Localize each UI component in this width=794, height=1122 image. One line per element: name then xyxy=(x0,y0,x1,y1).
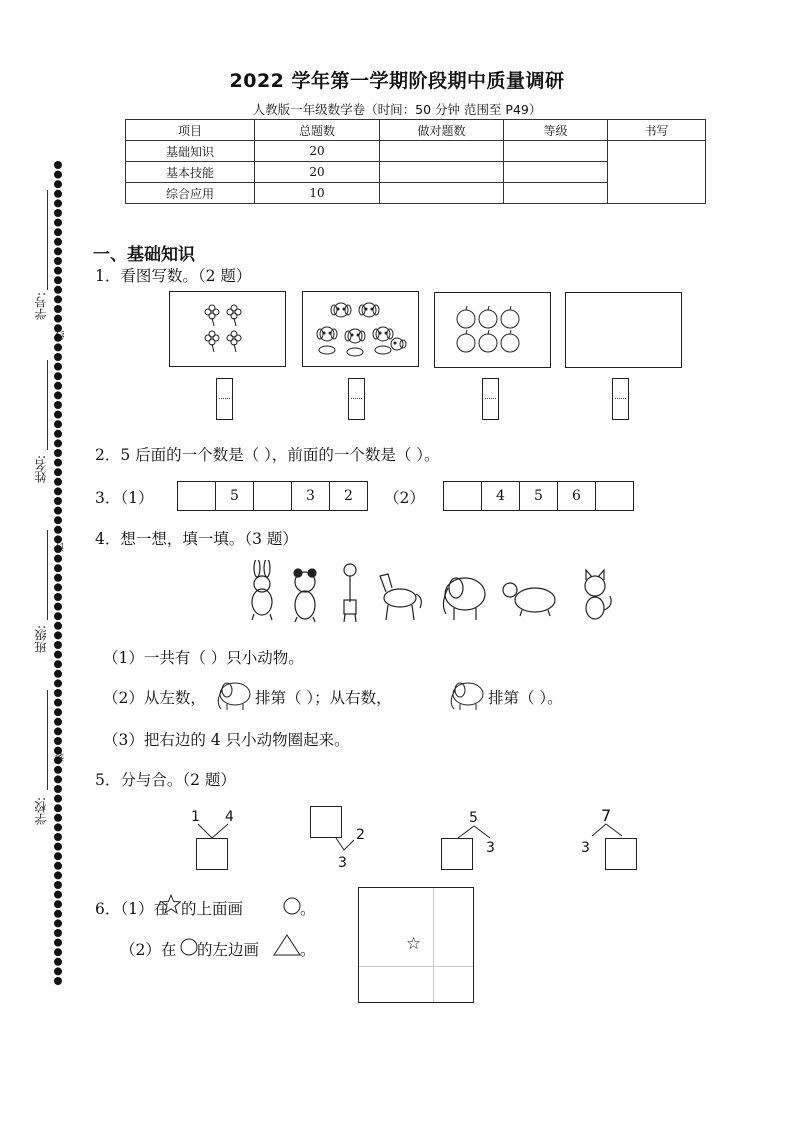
apple-picture-box xyxy=(434,292,551,368)
seq-cell: 5 xyxy=(216,482,254,511)
circle-icon xyxy=(282,896,302,916)
binding-dot xyxy=(54,603,62,611)
number-sequence-2 xyxy=(443,481,634,511)
blank-line xyxy=(47,690,49,790)
blank-line xyxy=(47,530,49,620)
q4-part2b: 排第（ ）；从右数， xyxy=(255,689,392,707)
binding-dot xyxy=(54,363,62,371)
binding-dot xyxy=(54,439,62,447)
q4-part1: （1）一共有（ ）只小动物。 xyxy=(103,649,304,667)
binding-dot xyxy=(54,919,62,927)
binding-dot xyxy=(54,228,62,236)
binding-mark-bind: 装 xyxy=(56,752,67,762)
binding-dot xyxy=(54,900,62,908)
binding-dot xyxy=(54,881,62,889)
score-table xyxy=(125,119,706,204)
horse-icon xyxy=(380,574,421,620)
binding-dot xyxy=(54,833,62,841)
class-label: 班级: xyxy=(34,625,48,654)
split-number: 3 xyxy=(338,855,347,871)
binding-dot xyxy=(54,219,62,227)
binding-dot xyxy=(54,795,62,803)
drawing-grid[interactable] xyxy=(358,887,474,1003)
q4-part3: （3）把右边的 4 只小动物圈起来。 xyxy=(103,731,350,749)
binding-dot xyxy=(54,411,62,419)
cat-icon xyxy=(585,570,611,619)
binding-dot xyxy=(54,929,62,937)
split-number: 3 xyxy=(486,840,495,856)
split-number: 5 xyxy=(469,810,478,826)
binding-dot xyxy=(54,295,62,303)
binding-dot xyxy=(54,670,62,678)
answer-box[interactable] xyxy=(482,378,499,420)
turtle-icon xyxy=(503,583,555,616)
flower-icon xyxy=(170,292,284,365)
binding-dot xyxy=(54,775,62,783)
q5-text: 5．分与合。（2 题） xyxy=(95,771,236,789)
binding-dot xyxy=(54,939,62,947)
binding-dot xyxy=(54,343,62,351)
grid-line xyxy=(433,888,434,1002)
binding-dot xyxy=(54,689,62,697)
row-item: 基本技能 xyxy=(126,162,255,183)
col-writing: 书写 xyxy=(608,120,706,141)
binding-dot xyxy=(54,823,62,831)
binding-dot xyxy=(54,190,62,198)
col-total: 总题数 xyxy=(255,120,380,141)
col-grade: 等级 xyxy=(504,120,608,141)
col-item: 项目 xyxy=(126,120,255,141)
binding-dot xyxy=(54,478,62,486)
seq-cell[interactable] xyxy=(178,482,216,511)
exam-title: 2022 学年第一学期阶段期中质量调研 xyxy=(229,70,565,92)
circle-icon xyxy=(179,937,199,957)
binding-dot xyxy=(54,276,62,284)
binding-dot xyxy=(54,593,62,601)
animals-row xyxy=(240,560,620,626)
elephant-icon xyxy=(443,578,485,620)
split-number: 4 xyxy=(225,809,234,825)
binding-dot xyxy=(54,967,62,975)
star-icon: ☆ xyxy=(406,934,422,954)
binding-dot xyxy=(54,459,62,467)
answer-box[interactable] xyxy=(612,378,629,420)
empty-picture-box xyxy=(565,292,682,368)
table-row xyxy=(126,141,706,162)
binding-dot xyxy=(54,651,62,659)
binding-dot xyxy=(54,891,62,899)
binding-dot xyxy=(54,622,62,630)
q3-label2: （2） xyxy=(384,489,425,507)
binding-dot xyxy=(54,660,62,668)
split-number: 7 xyxy=(601,806,612,825)
q6-part1c: 。 xyxy=(300,900,316,918)
binding-dot xyxy=(54,497,62,505)
blank-line xyxy=(47,360,49,450)
answer-square[interactable] xyxy=(605,838,637,870)
binding-dot xyxy=(54,910,62,918)
binding-dot xyxy=(54,852,62,860)
giraffe-icon xyxy=(344,564,356,622)
binding-dot xyxy=(54,430,62,438)
binding-dot xyxy=(54,814,62,822)
row-total: 10 xyxy=(255,183,380,204)
binding-dot xyxy=(54,699,62,707)
elephant-icon xyxy=(213,678,253,712)
answer-square[interactable] xyxy=(196,838,228,870)
binding-dot xyxy=(54,315,62,323)
binding-dot xyxy=(54,286,62,294)
answer-box[interactable] xyxy=(348,378,365,420)
binding-dot xyxy=(54,958,62,966)
student-number-label: 学号: xyxy=(34,292,48,321)
q4-part2c: 排第（ ）。 xyxy=(488,689,563,707)
binding-dot xyxy=(54,862,62,870)
binding-dot xyxy=(54,843,62,851)
split-number: 3 xyxy=(581,840,590,856)
binding-dot xyxy=(54,468,62,476)
binding-dot xyxy=(54,766,62,774)
row-grade-cell[interactable] xyxy=(504,162,608,183)
row-grade-cell[interactable] xyxy=(504,141,608,162)
binding-dot xyxy=(54,401,62,409)
triangle-icon xyxy=(273,934,301,956)
binding-dot xyxy=(54,804,62,812)
blank-line xyxy=(47,190,49,290)
answer-square[interactable] xyxy=(441,838,473,870)
q6-part2b: 的左边画 xyxy=(197,941,260,959)
section-heading: 一、基础知识 xyxy=(93,245,195,265)
rabbit-icon xyxy=(252,560,272,620)
binding-dot xyxy=(54,737,62,745)
binding-dot xyxy=(54,507,62,515)
split-number: 2 xyxy=(356,827,365,843)
answer-box[interactable] xyxy=(216,378,233,420)
elephant-icon xyxy=(446,678,486,712)
binding-dot xyxy=(54,708,62,716)
q6-part1a: 6．（1）在 xyxy=(95,900,169,918)
binding-dot xyxy=(54,612,62,620)
row-grade-cell[interactable] xyxy=(504,183,608,204)
binding-dot xyxy=(54,555,62,563)
q6-part2c: 。 xyxy=(300,941,316,959)
binding-dot xyxy=(54,199,62,207)
binding-dot xyxy=(54,180,62,188)
binding-dot xyxy=(54,679,62,687)
row-item: 基础知识 xyxy=(126,141,255,162)
seq-cell: 5 xyxy=(520,482,558,511)
seq-cell[interactable] xyxy=(254,482,292,511)
binding-dot xyxy=(54,257,62,265)
row-correct-cell[interactable] xyxy=(380,162,504,183)
grid-line xyxy=(359,966,473,967)
writing-cell[interactable] xyxy=(608,141,706,204)
binding-dot xyxy=(54,583,62,591)
binding-dot xyxy=(54,449,62,457)
seq-cell[interactable] xyxy=(444,482,482,511)
puppy-picture-box xyxy=(302,291,419,367)
apple-icon xyxy=(435,293,549,366)
seq-cell: 6 xyxy=(558,482,596,511)
row-total: 20 xyxy=(255,162,380,183)
split-number: 1 xyxy=(191,809,200,825)
flower-picture-box xyxy=(169,291,286,367)
binding-dot xyxy=(54,977,62,985)
row-correct-cell[interactable] xyxy=(380,183,504,204)
binding-dot xyxy=(54,574,62,582)
binding-dot xyxy=(54,564,62,572)
q4-part2a: （2）从左数， xyxy=(103,689,206,707)
binding-dot xyxy=(54,353,62,361)
binding-dot xyxy=(54,948,62,956)
q4-text: 4．想一想，填一填。（3 题） xyxy=(95,530,298,548)
q1-text: 1．看图写数。（2 题） xyxy=(95,267,252,285)
name-label: 姓名: xyxy=(34,455,48,484)
binding-dot xyxy=(54,631,62,639)
binding-dot xyxy=(54,209,62,217)
seq-cell: 3 xyxy=(292,482,330,511)
binding-dot xyxy=(54,516,62,524)
seq-cell: 4 xyxy=(482,482,520,511)
row-total: 20 xyxy=(255,141,380,162)
row-correct-cell[interactable] xyxy=(380,141,504,162)
binding-dot xyxy=(54,161,62,169)
q3-label: 3．（1） xyxy=(95,489,154,507)
school-label: 学校: xyxy=(34,797,48,826)
binding-dot xyxy=(54,727,62,735)
binding-dot xyxy=(54,391,62,399)
binding-dot xyxy=(54,871,62,879)
binding-mark-line: 线 xyxy=(56,330,67,340)
q2-text: 2．5 后面的一个数是（ ），前面的一个数是（ ）。 xyxy=(95,446,440,464)
exam-subtitle: 人教版一年级数学卷（时间：50 分钟 范围至 P49） xyxy=(252,102,542,117)
seq-cell: 2 xyxy=(330,482,368,511)
binding-dot xyxy=(54,372,62,380)
col-correct: 做对题数 xyxy=(380,120,504,141)
panda-icon xyxy=(294,569,316,622)
star-icon xyxy=(161,894,181,914)
binding-dot xyxy=(54,247,62,255)
binding-dot xyxy=(54,420,62,428)
score-table-header xyxy=(126,120,706,141)
binding-dot xyxy=(54,171,62,179)
binding-dot xyxy=(54,641,62,649)
q6-part2a: （2）在 xyxy=(120,941,177,959)
binding-mark-staple: 订 xyxy=(56,542,67,552)
binding-dot xyxy=(54,785,62,793)
q6-part1b: 的上面画 xyxy=(181,900,244,918)
binding-dot xyxy=(54,382,62,390)
number-sequence-1 xyxy=(177,481,368,511)
binding-dot xyxy=(54,526,62,534)
binding-dot xyxy=(54,487,62,495)
binding-dot xyxy=(54,305,62,313)
row-item: 综合应用 xyxy=(126,183,255,204)
puppy-icon xyxy=(303,292,417,365)
seq-cell[interactable] xyxy=(596,482,634,511)
binding-dot xyxy=(54,267,62,275)
binding-dot xyxy=(54,718,62,726)
binding-dot xyxy=(54,238,62,246)
